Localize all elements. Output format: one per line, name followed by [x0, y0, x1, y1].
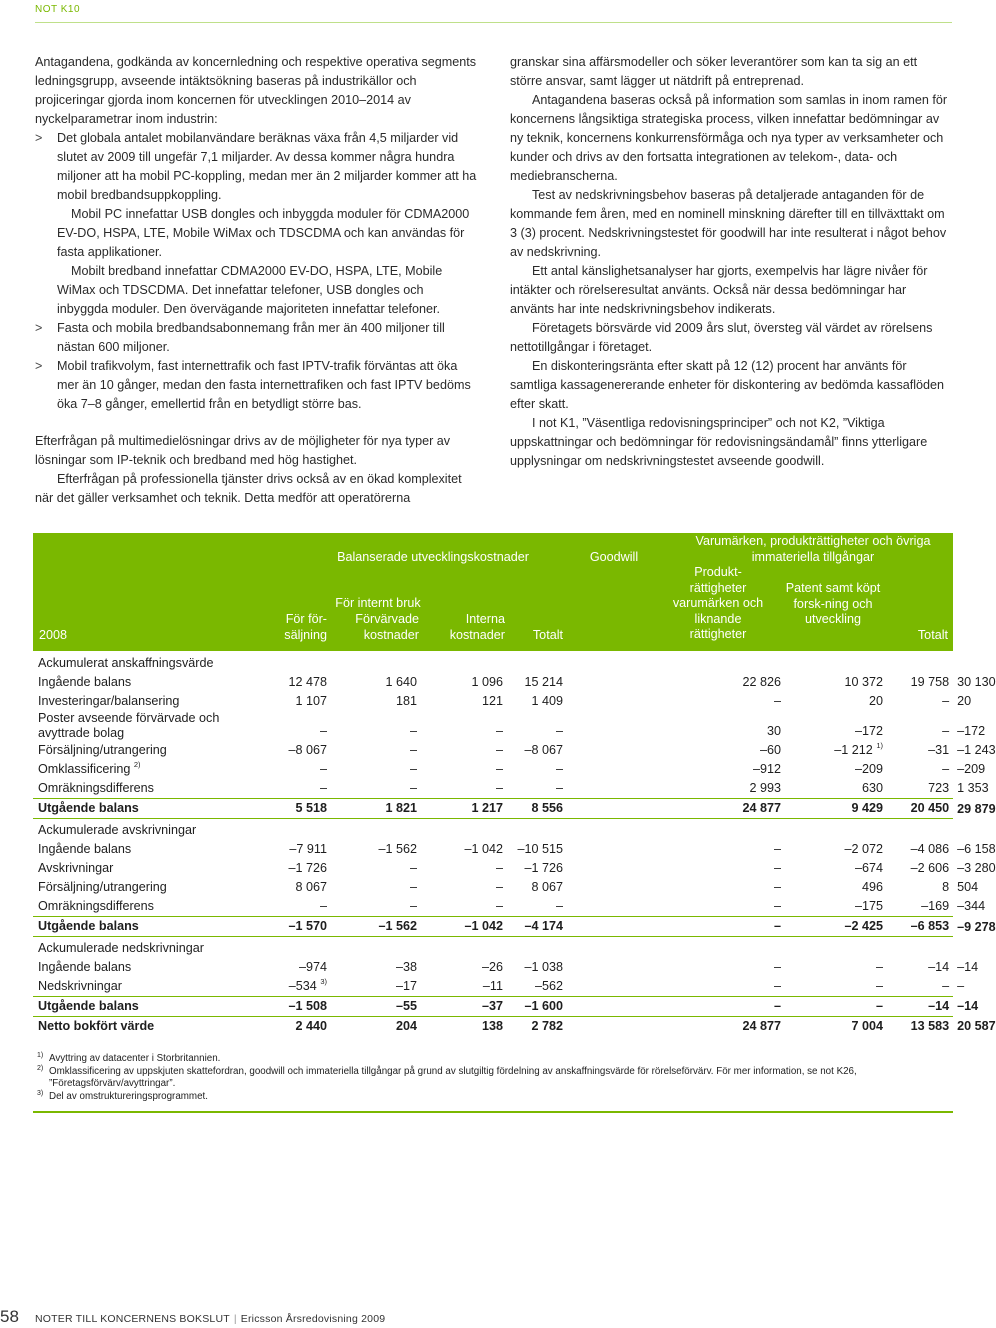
cell-value: – [773, 960, 781, 974]
table-row: Försäljning/utrangering –8 067 – – –8 067 –60 –1 212 $^{1)}$ –31 –1 243 [33, 741, 953, 760]
table-row: Investeringar/balansering 1 107 181 121 1 409 – 20 – 20 [33, 692, 953, 711]
page-footer [35, 1313, 385, 1325]
header-intangible: Varumärken, produkträttigheter och övriga immateriella tillgångar [695, 534, 931, 564]
cell-value: –7 911 [289, 842, 327, 856]
cell-value: –1 726 [288, 861, 327, 875]
cell-value: 1 640 [385, 675, 417, 689]
spacer-cell [567, 1017, 677, 1037]
cell-value: –1 042 [421, 917, 507, 937]
cell-value: 723 [928, 781, 950, 795]
spacer-cell [567, 977, 677, 997]
cell-value: 15 214 [524, 675, 563, 689]
cell-value: – [409, 861, 417, 875]
cell-value: 1 217 [421, 799, 507, 819]
cell-value: – [875, 960, 883, 974]
table-section-row [33, 937, 953, 959]
cell-value: – [677, 997, 785, 1017]
cell-value: 496 [861, 880, 883, 894]
spacer-cell [567, 799, 677, 819]
spacer-cell [567, 741, 677, 760]
cell-value: –1 562 [331, 917, 421, 937]
cell-value: – [773, 842, 781, 856]
cell-value: –562 [534, 979, 563, 993]
bullet-1-sub-2: Mobilt bredband innefattar CDMA2000 EV-DO, HSPA, LTE, Mobile WiMax och TDSCDMA. Det innefattar telefoner, USB dongles och inbyggda moduler. Den övervägande majoriteten innefattar telefoner. [57, 264, 443, 316]
table-row: Ingående balans –974 –38 –26 –1 038 – – –14 –14 [33, 958, 953, 977]
bullet-2-text: > Fasta och mobila bredbandsabonnemang från mer än 400 miljoner till nästan 600 miljoner. [57, 321, 445, 354]
cell-value: 8 067 [295, 880, 327, 894]
right-paragraph-7: I not K1, ”Väsentliga redovisningsprinciper” och not K2, ”Viktiga uppskattningar och bedömningar för redovisningsändamål” finns ytterligare upplysningar om nedskrivningstestet avseende goodwill. [510, 416, 928, 468]
cell-value: 30 [766, 724, 781, 738]
table-total-row: Utgående balans –1 570 –1 562 –1 042 –4 174 – –2 425 –6 853 –9 278 [33, 917, 953, 937]
cell-value: – [942, 762, 950, 776]
table-row: Omräkningsdifferens – – – – – –175 –169 –344 [33, 897, 953, 917]
cell-value: – [319, 762, 327, 776]
cell-value: – [773, 899, 781, 913]
cell-value: 2 993 [749, 781, 781, 795]
cell-value: –1 042 [464, 842, 503, 856]
cell-value: –14 [887, 997, 953, 1017]
cell-value: – [409, 724, 417, 738]
cell-value: –674 [854, 861, 883, 875]
cell-value: 19 758 [910, 675, 950, 689]
spacer-cell [567, 840, 677, 859]
spacer-cell [567, 878, 677, 897]
cell-value: – [409, 899, 417, 913]
cell-value: – [875, 979, 883, 993]
header-goodwill: Goodwill [589, 550, 639, 564]
cell-value: – [773, 861, 781, 875]
row-label: Omräkningsdifferens [38, 781, 154, 795]
cell-value: – [773, 979, 781, 993]
spacer-cell [567, 779, 677, 799]
spacer-cell [567, 760, 677, 779]
cell-value: – [495, 781, 503, 795]
cell-value: – [409, 762, 417, 776]
row-label: Avskrivningar [38, 861, 114, 875]
table-total-row: Utgående balans –1 508 –55 –37 –1 600 – – –14 –14 [33, 997, 953, 1017]
footer-section: NOTER TILL KONCERNENS BOKSLUT [35, 1313, 230, 1325]
table-row: Avskrivningar –1 726 – – –1 726 – –674 –2 606 –3 280 [33, 859, 953, 878]
left-paragraph-2: Efterfrågan på multimedielösningar drivs av de möjligheter för nya typer av lösningar som IP-teknik och bredband med hög hastighet. [35, 434, 451, 467]
cell-value: –2 606 [910, 861, 950, 875]
table-row: Omklassificering $^{2)}$ – – – – –912 –209 – –209 [33, 760, 953, 779]
cell-value: 2 440 [251, 1017, 331, 1037]
row-label: Försäljning/utrangering [38, 880, 167, 894]
cell-value: 8 [942, 880, 950, 894]
cell-value: – [409, 781, 417, 795]
footnotes [33, 1053, 953, 1103]
footer-separator: | [233, 1313, 237, 1325]
cell-value: –26 [481, 960, 503, 974]
cell-value: 181 [395, 694, 417, 708]
bullet-2 [35, 319, 477, 357]
cell-value: –2 072 [844, 842, 883, 856]
row-label: Investeringar/balansering [38, 694, 180, 708]
row-label: Omklassificering $^{2)}$ [38, 760, 141, 776]
footer-publication: Ericsson Årsredovisning 2009 [240, 1313, 386, 1325]
left-text-column [35, 53, 477, 508]
table-section-row [33, 819, 953, 841]
cell-value: – [495, 724, 503, 738]
top-rule [35, 22, 952, 23]
cell-value: 8 067 [531, 880, 563, 894]
bullet-1-text: > Det globala antalet mobilanvändare beräknas växa från 4,5 miljarder vid slutet av 2009 till ungefär 7,1 miljarder. Av dessa kommer några hundra miljoner att ha mobil PC-koppling, medan mer än 2 miljarder kommer att ha mobil bredbandsuppkoppling. [57, 131, 477, 202]
cell-value: 2 782 [507, 1017, 567, 1037]
spacer-cell [567, 692, 677, 711]
cell-value: –169 [921, 899, 950, 913]
row-label: Försäljning/utrangering [38, 743, 167, 757]
cell-value: 12 478 [288, 675, 327, 689]
table-row: Ingående balans 12 478 1 640 1 096 15 214 22 826 10 372 19 758 30 130 [33, 673, 953, 692]
cell-value: –55 [331, 997, 421, 1017]
cell-value: – [495, 899, 503, 913]
cell-value: – [942, 724, 950, 738]
cell-value: –6 853 [887, 917, 953, 937]
cell-value: –60 [759, 743, 781, 757]
right-paragraph-1: granskar sina affärsmodeller och söker leverantörer som kan ta sig an ett större ansvar, samt lägger ut nätdrift på entreprenad. [510, 55, 918, 88]
right-paragraph-2: Antagandena baseras också på information som samlas in inom ramen för koncernens långsiktiga strategiska process, vilken innefattar bedömningar av ny teknik, koncernens konkurrensförmåga och nya typer av verksamheter och kunder och drivs av den fortsatta integrationen av telekom-, data- och mediebranscherna. [510, 93, 948, 183]
footnote-1: 1) Avyttring av datacenter i Storbritannien. [37, 1052, 221, 1064]
table-row: Omräkningsdifferens – – – – 2 993 630 723 1 353 [33, 779, 953, 799]
cell-value: 1 409 [531, 694, 563, 708]
cell-value: –912 [752, 762, 781, 776]
note-tag: NOT K10 [35, 4, 80, 15]
left-paragraph-3: Efterfrågan på professionella tjänster drivs också av en ökad komplexitet när det gäller verksamhet och teknik. Detta medför att operatörerna [35, 472, 462, 505]
intangible-assets-table [33, 652, 996, 1036]
row-label: Utgående balans [33, 917, 251, 937]
table-total-row: Utgående balans 5 518 1 821 1 217 8 556 24 877 9 429 20 450 29 879 [33, 799, 953, 819]
cell-value: –1 508 [251, 997, 331, 1017]
spacer-cell [567, 673, 677, 692]
cell-value: –4 086 [910, 842, 950, 856]
header-product-rights: Produkt-rättigheter varumärken och liknande rättigheter [672, 565, 764, 641]
right-text-column [510, 53, 952, 471]
page-number: 58 [0, 1307, 19, 1326]
cell-value: 24 877 [677, 799, 785, 819]
cell-value: –1 212 $^{1)}$ [834, 741, 883, 757]
header-internal-costs: Interna kostnader [449, 612, 505, 642]
spacer-cell [567, 859, 677, 878]
cell-value: – [773, 694, 781, 708]
header-patents: Patent samt köpt forsk-ning och utveckling [785, 581, 881, 626]
bullet-1 [35, 129, 477, 319]
cell-value: –1 570 [251, 917, 331, 937]
header-year: 2008 [39, 628, 68, 642]
cell-value: –1 038 [524, 960, 563, 974]
spacer-cell [567, 917, 677, 937]
cell-value: 9 429 [785, 799, 887, 819]
cell-value: – [319, 781, 327, 795]
cell-value: – [409, 743, 417, 757]
row-label: Utgående balans [33, 799, 251, 819]
cell-value: – [785, 997, 887, 1017]
cell-value: – [942, 694, 950, 708]
cell-value: 5 518 [251, 799, 331, 819]
row-label: Nedskrivningar [38, 979, 122, 993]
cell-value: – [495, 880, 503, 894]
footnote-ref: 2) [133, 760, 141, 769]
table-section-row [33, 652, 953, 673]
cell-value: – [555, 724, 563, 738]
spacer-cell [567, 958, 677, 977]
row-label: Ackumulerade nedskrivningar [33, 937, 953, 959]
cell-value: –14 [928, 960, 950, 974]
header-acquired: Förvärvade kostnader [355, 612, 419, 642]
footnote-3: 3) Del av omstruktureringsprogrammet. [37, 1089, 208, 1102]
right-paragraph-3: Test av nedskrivningsbehov baseras på detaljerade antaganden för de kommande fem åren, med en nominell minskning därefter till en tillväxttakt om 3 (3) procent. Nedskrivningstestet för goodwill har inte resulterat i något behov av nedskrivning. [510, 188, 947, 259]
bullet-1-sub-1: Mobil PC innefattar USB dongles och inbyggda moduler för CDMA2000 EV-DO, HSPA, LTE, Mobile WiMax och TDSCDMA och kan användas för fasta applikationer. [57, 207, 470, 259]
cell-value: 1 821 [331, 799, 421, 819]
row-label: Ackumulerade avskrivningar [33, 819, 953, 841]
table-row: Poster avseende förvärvade och avyttrade bolag – – – – 30 –172 – –172 [33, 711, 953, 741]
cell-value: –1 562 [378, 842, 417, 856]
cell-value: – [409, 880, 417, 894]
spacer-cell [567, 997, 677, 1017]
right-paragraph-4: Ett antal känslighetsanalyser har gjorts, exempelvis har lägre nivåer för intäkter och rörelseresultat använts. Också när dessa bedömningar har använts har inte nedskrivningsbehov indikerats. [510, 264, 928, 316]
cell-value: –209 [854, 762, 883, 776]
left-paragraph-1: Antagandena, godkända av koncernledning och respektive operativa segments ledningsgrupp, avseende intäktsökning baseras på industrikällor och projiceringar gjorda inom koncernen för utvecklingen 2010–2014 av nyckelparametrar inom industrin: [35, 55, 477, 126]
cell-value: 22 826 [742, 675, 781, 689]
cell-value: –175 [854, 899, 883, 913]
row-label: Utgående balans [33, 997, 251, 1017]
cell-value: –974 [298, 960, 327, 974]
cell-value: –8 067 [288, 743, 327, 757]
cell-value: – [555, 899, 563, 913]
footnote-2: 2) Omklassificering av uppskjuten skattefordran, goodwill och immateriella tillgångar på grund av slutgiltig fördelning av anskaffningsvärde för rörelseförvärv. För mer information, se not K26, ”Företagsförvärv/avyttringar”. [37, 1064, 857, 1089]
cell-value: – [495, 762, 503, 776]
row-label: Ingående balans [38, 842, 132, 856]
cell-value: 24 877 [677, 1017, 785, 1037]
bullet-3 [35, 357, 477, 414]
table-header [33, 533, 953, 651]
cell-value: –37 [421, 997, 507, 1017]
row-label: Ingående balans [38, 960, 132, 974]
cell-value: – [495, 861, 503, 875]
cell-value: 630 [861, 781, 883, 795]
cell-value: –534 $^{3)}$ [288, 977, 327, 993]
row-label: Netto bokfört värde [33, 1017, 251, 1037]
cell-value: –38 [395, 960, 417, 974]
cell-value: – [319, 899, 327, 913]
cell-value: –4 174 [507, 917, 567, 937]
cell-value: –172 [854, 724, 883, 738]
cell-value: 20 450 [887, 799, 953, 819]
cell-value: – [319, 724, 327, 738]
row-label: Ingående balans [38, 675, 132, 689]
cell-value: 1 096 [471, 675, 503, 689]
cell-value: – [773, 880, 781, 894]
header-sale: För för-säljning [284, 612, 327, 642]
cell-value: –1 726 [524, 861, 563, 875]
cell-value: 121 [481, 694, 503, 708]
table-total-row: Netto bokfört värde 2 440 204 138 2 782 24 877 7 004 13 583 20 587 [33, 1017, 953, 1037]
cell-value: –2 425 [785, 917, 887, 937]
cell-value: –11 [482, 979, 503, 993]
cell-value: 13 583 [887, 1017, 953, 1037]
cell-value: 8 556 [507, 799, 567, 819]
right-paragraph-5: Företagets börsvärde vid 2009 års slut, översteg väl värdet av rörelsens nettotillgångar i företaget. [510, 321, 933, 354]
cell-value: – [555, 781, 563, 795]
right-paragraph-6: En diskonteringsränta efter skatt på 12 (12) procent har använts för samtliga kassagenererande enheter för diskontering av bedömda kassaflöden efter skatt. [510, 359, 945, 411]
spacer-cell [567, 711, 677, 741]
cell-value: 20 [868, 694, 883, 708]
header-dev-costs: Balanserade utvecklingskostnader [337, 550, 529, 564]
row-label: Omräkningsdifferens [38, 899, 154, 913]
footnote-ref: 3) [320, 977, 327, 986]
table-row: Ingående balans –7 911 –1 562 –1 042 –10 515 – –2 072 –4 086 –6 158 [33, 840, 953, 859]
footnote-rule [33, 1111, 953, 1113]
cell-value: – [495, 743, 503, 757]
cell-value: –1 600 [507, 997, 567, 1017]
row-label: Poster avseende förvärvade och avyttrade bolag [38, 711, 220, 740]
cell-value: 138 [421, 1017, 507, 1037]
cell-value: 204 [331, 1017, 421, 1037]
cell-value: 10 372 [844, 675, 883, 689]
footnote-ref: 1) [876, 741, 883, 750]
cell-value: –31 [928, 743, 950, 757]
cell-value: –8 067 [524, 743, 563, 757]
bullet-3-text: > Mobil trafikvolym, fast internettrafik och fast IPTV-trafik förväntas att öka mer än 10 gånger, medan den fasta internettrafiken och fast IPTV bedöms öka 7–8 gånger, emellertid från en betydligt större bas. [57, 359, 471, 411]
header-int-total: Totalt [917, 628, 948, 642]
header-internal-use: För internt bruk [335, 596, 421, 610]
cell-value: – [555, 762, 563, 776]
cell-value: –10 515 [517, 842, 563, 856]
header-dev-total: Totalt [532, 628, 563, 642]
cell-value: – [677, 917, 785, 937]
row-label: Ackumulerat anskaffningsvärde [38, 656, 214, 670]
cell-value: – [942, 979, 950, 993]
table-row: Försäljning/utrangering 8 067 – – 8 067 – 496 8 504 [33, 878, 953, 897]
table-row: Nedskrivningar –534 $^{3)}$ –17 –11 –562 – – – – [33, 977, 953, 997]
cell-value: 1 107 [295, 694, 327, 708]
cell-value: 7 004 [785, 1017, 887, 1037]
spacer-cell [567, 897, 677, 917]
cell-value: –17 [395, 979, 417, 993]
